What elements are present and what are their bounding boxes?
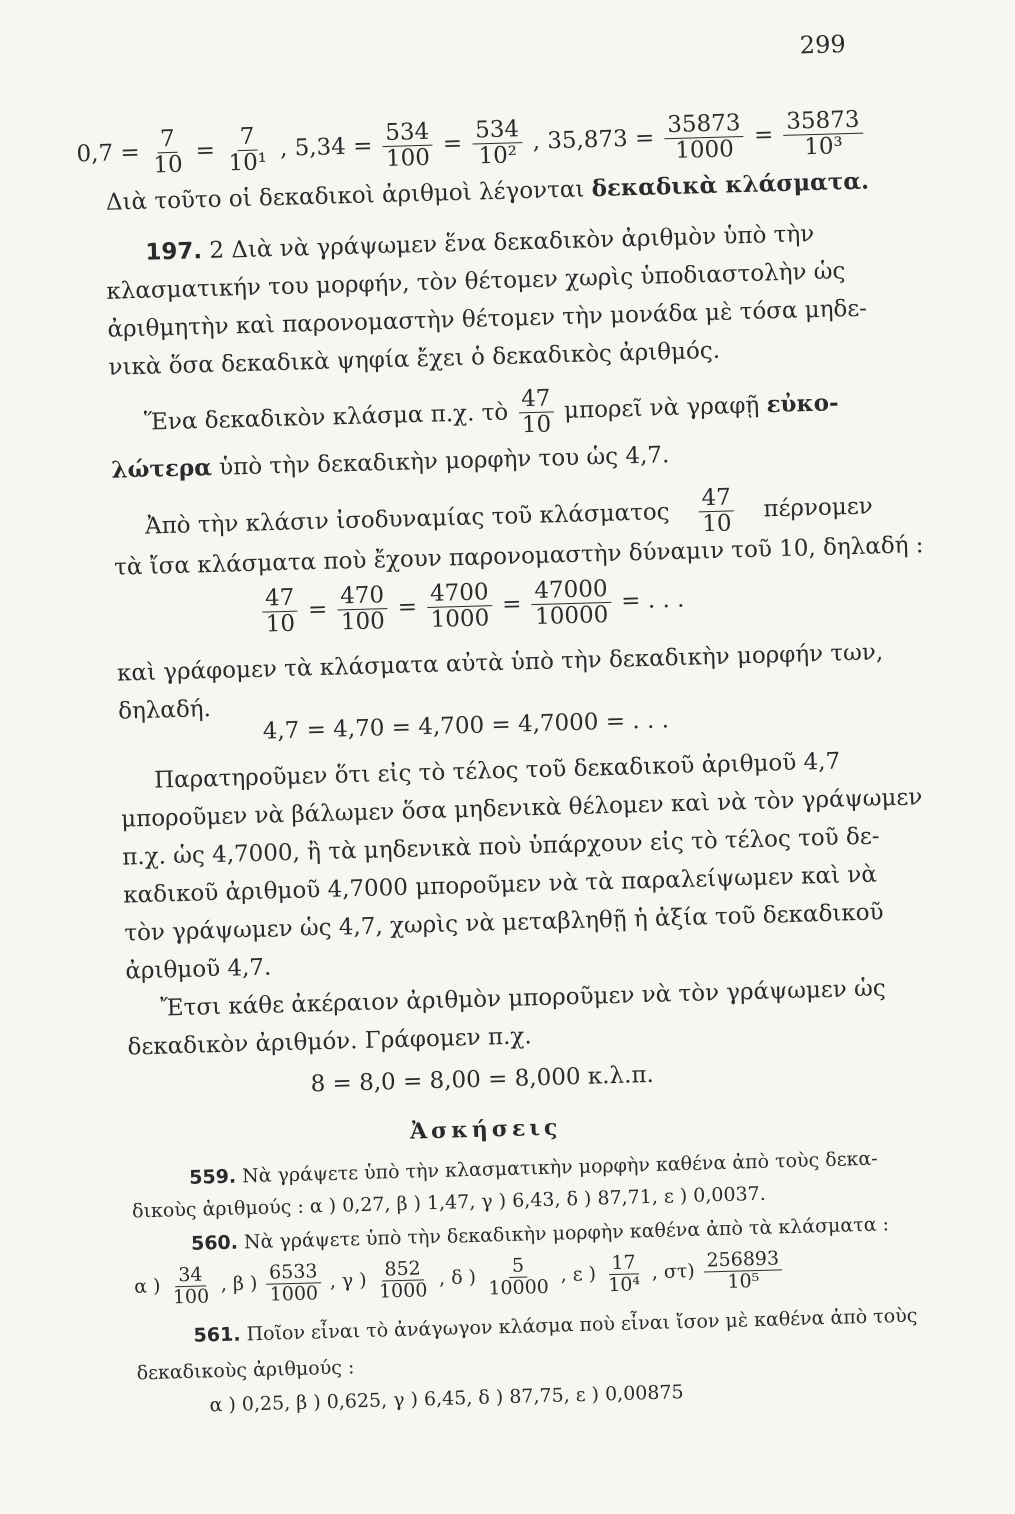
text-line: δηλαδή.	[117, 696, 212, 725]
fraction: $\frac{7}{10}$	[153, 125, 184, 179]
section-number: 197.	[145, 238, 203, 266]
exercise-560-fractions: α ) $\frac{34}{100}$ , β ) $\frac{6533}{1000}$ , γ ) $\frac{852}{1000}$ , δ ) $\frac{5}{10000}$ , ε ) $\frac{17}{\text{10⁴}}$ , στ) $\frac{256893}{\text{10⁵}}$	[134, 1248, 786, 1309]
exercise-559-line-2: δικοὺς ἀριθμούς : α ) 0,27, β ) 1,47, γ ) 6,43, δ ) 87,71, ε ) 0,0037.	[131, 1182, 767, 1223]
exercises-heading: Ἀσκήσεις	[409, 1114, 562, 1145]
exercise-number: 560.	[190, 1231, 239, 1255]
fraction: $\frac{256893}{\text{10⁵}}$	[703, 1248, 783, 1293]
page-number: 299	[799, 30, 847, 60]
exercise-number: 561.	[193, 1323, 241, 1347]
fraction: $\frac{6533}{1000}$	[266, 1261, 322, 1305]
fraction: $\frac{47}{10}$	[518, 386, 555, 439]
fraction: $\frac{35873}{\text{10³}}$	[783, 108, 864, 162]
fraction: $\frac{534}{100}$	[382, 120, 433, 173]
text-line: Διὰ τοῦτο οἱ δεκαδικοὶ ἀριθμοὶ λέγονται δεκαδικὰ κλάσματα.	[105, 167, 870, 216]
section-197-line-1: 197. 2 Διὰ νὰ γράψωμεν ἕνα δεκαδικὸν ἀριθμὸν ὑπὸ τὴν	[145, 221, 815, 266]
text-line: δεκαδικὸν ἀριθμόν. Γράφομεν π.χ.	[127, 1023, 532, 1061]
text-line-with-fraction: Ἀπὸ τὴν κλάσιν ἰσοδυναμίας τοῦ κλάσματος $\frac{47}{10}$ πέρνομεν	[144, 484, 874, 540]
fraction: $\frac{47}{10}$	[262, 586, 299, 639]
eq-text: , 35,873 =	[532, 125, 655, 155]
fraction: $\frac{470}{100}$	[337, 583, 388, 636]
eq-text: 0,7 =	[76, 139, 141, 168]
fraction: $\frac{7}{\text{10¹}}$	[228, 123, 268, 177]
text-line-with-fraction: Ἕνα δεκαδικὸν κλάσμα π.χ. τὸ $\frac{47}{10}$ μπορεῖ νὰ γραφῇ εὐκο-	[143, 385, 839, 439]
exercise-number: 559.	[188, 1165, 237, 1189]
fraction: $\frac{5}{10000}$	[488, 1254, 550, 1300]
fraction: $\frac{34}{100}$	[172, 1263, 210, 1309]
text-line: λώτερα ὑπὸ τὴν δεκαδικὴν μορφὴν του ὡς 4,7.	[111, 442, 670, 484]
fraction: $\frac{35873}{1000}$	[664, 111, 745, 165]
equation-integers: 8 = 8,0 = 8,00 = 8,000 κ.λ.π.	[310, 1061, 655, 1098]
fraction: $\frac{534}{\text{10²}}$	[472, 117, 523, 170]
eq-text: , 5,34 =	[279, 133, 373, 162]
exercise-559-line-1: 559. Νὰ γράψετε ὑπὸ τὴν κλασματικὴν μορφὴν καθένα ἀπὸ τοὺς δεκα-	[188, 1147, 878, 1189]
fraction: $\frac{17}{\text{10⁴}}$	[607, 1251, 641, 1297]
text-line: κλασματικήν του μορφήν, τὸν θέτομεν χωρὶς ὑποδιαστολὴν ὡς	[106, 258, 846, 305]
text-line: νικὰ ὅσα δεκαδικὰ ψηφία ἔχει ὁ δεκαδικὸς ἀριθμός.	[108, 337, 721, 381]
equation-decimal-fractions: 0,7 = $\frac{7}{10}$ = $\frac{7}{\text{10¹}}$ , 5,34 = $\frac{534}{100}$ = $\frac{534}{\text{10²}}$ , 35,873 = $\frac{35873}{1000}$ = $\frac{35873}{\text{10³}}$	[76, 108, 867, 182]
exercise-561-line-1: 561. Ποῖον εἶναι τὸ ἀνάγωγον κλάσμα ποὺ εἶναι ἴσον μὲ καθένα ἀπὸ τοὺς	[193, 1304, 918, 1347]
exercise-561-line-3: α ) 0,25, β ) 0,625, γ ) 6,45, δ ) 87,75, ε ) 0,00875	[209, 1381, 684, 1417]
text-line: καὶ γράφομεν τὰ κλάσματα αὐτὰ ὑπὸ τὴν δεκαδικὴν μορφήν των,	[116, 639, 884, 687]
text-line: καδικοῦ ἀριθμοῦ 4,7000 μποροῦμεν νὰ τὰ παραλείψωμεν καὶ νὰ	[122, 861, 878, 909]
exercise-560-line-1: 560. Νὰ γράψετε ὑπὸ τὴν δεκαδικὴν μορφὴν καθένα ἀπὸ τὰ κλάσματα :	[190, 1213, 890, 1255]
fraction: $\frac{47}{10}$	[698, 485, 735, 538]
text-line: ἀριθμοῦ 4,7.	[125, 954, 272, 985]
exercise-561-line-2: δεκαδικοὺς ἀριθμούς :	[136, 1356, 355, 1385]
fraction: $\frac{47000}{10000}$	[531, 577, 612, 631]
fraction: $\frac{852}{1000}$	[378, 1257, 428, 1303]
text-line: π.χ. ὡς 4,7000, ἢ τὰ μηδενικὰ ποὺ ὑπάρχουν εἰς τὸ τέλος τοῦ δε-	[121, 823, 880, 871]
text-line: μποροῦμεν νὰ βάλωμεν ὅσα μηδενικὰ θέλομεν καὶ νὰ τὸν γράψωμεν	[120, 784, 923, 833]
fraction: $\frac{4700}{1000}$	[427, 580, 493, 633]
text-line: τὸν γράψωμεν ὡς 4,7, χωρὶς νὰ μεταβληθῇ ἡ ἀξία τοῦ δεκαδικοῦ	[124, 899, 884, 947]
equation-equivalent-fractions: $\frac{47}{10}$ = $\frac{470}{100}$ = $\frac{4700}{1000}$ = $\frac{47000}{10000}$ = . . .	[259, 575, 685, 638]
text-line: τὰ ἴσα κλάσματα ποὺ ἔχουν παρονομαστὴν δύναμιν τοῦ 10, δηλαδή :	[113, 532, 924, 581]
equation-trailing-zeros: 4,7 = 4,70 = 4,700 = 4,7000 = . . .	[262, 707, 670, 745]
text-line: Ἔτσι κάθε ἀκέραιον ἀριθμὸν μποροῦμεν νὰ τὸν γράψωμεν ὡς	[160, 975, 887, 1022]
text-line: ἀριθμητὴν καὶ παρονομαστὴν θέτομεν τὴν μονάδα μὲ τόσα μηδε-	[107, 295, 868, 343]
text-line: Παρατηροῦμεν ὅτι εἰς τὸ τέλος τοῦ δεκαδικοῦ ἀριθμοῦ 4,7	[153, 748, 841, 794]
